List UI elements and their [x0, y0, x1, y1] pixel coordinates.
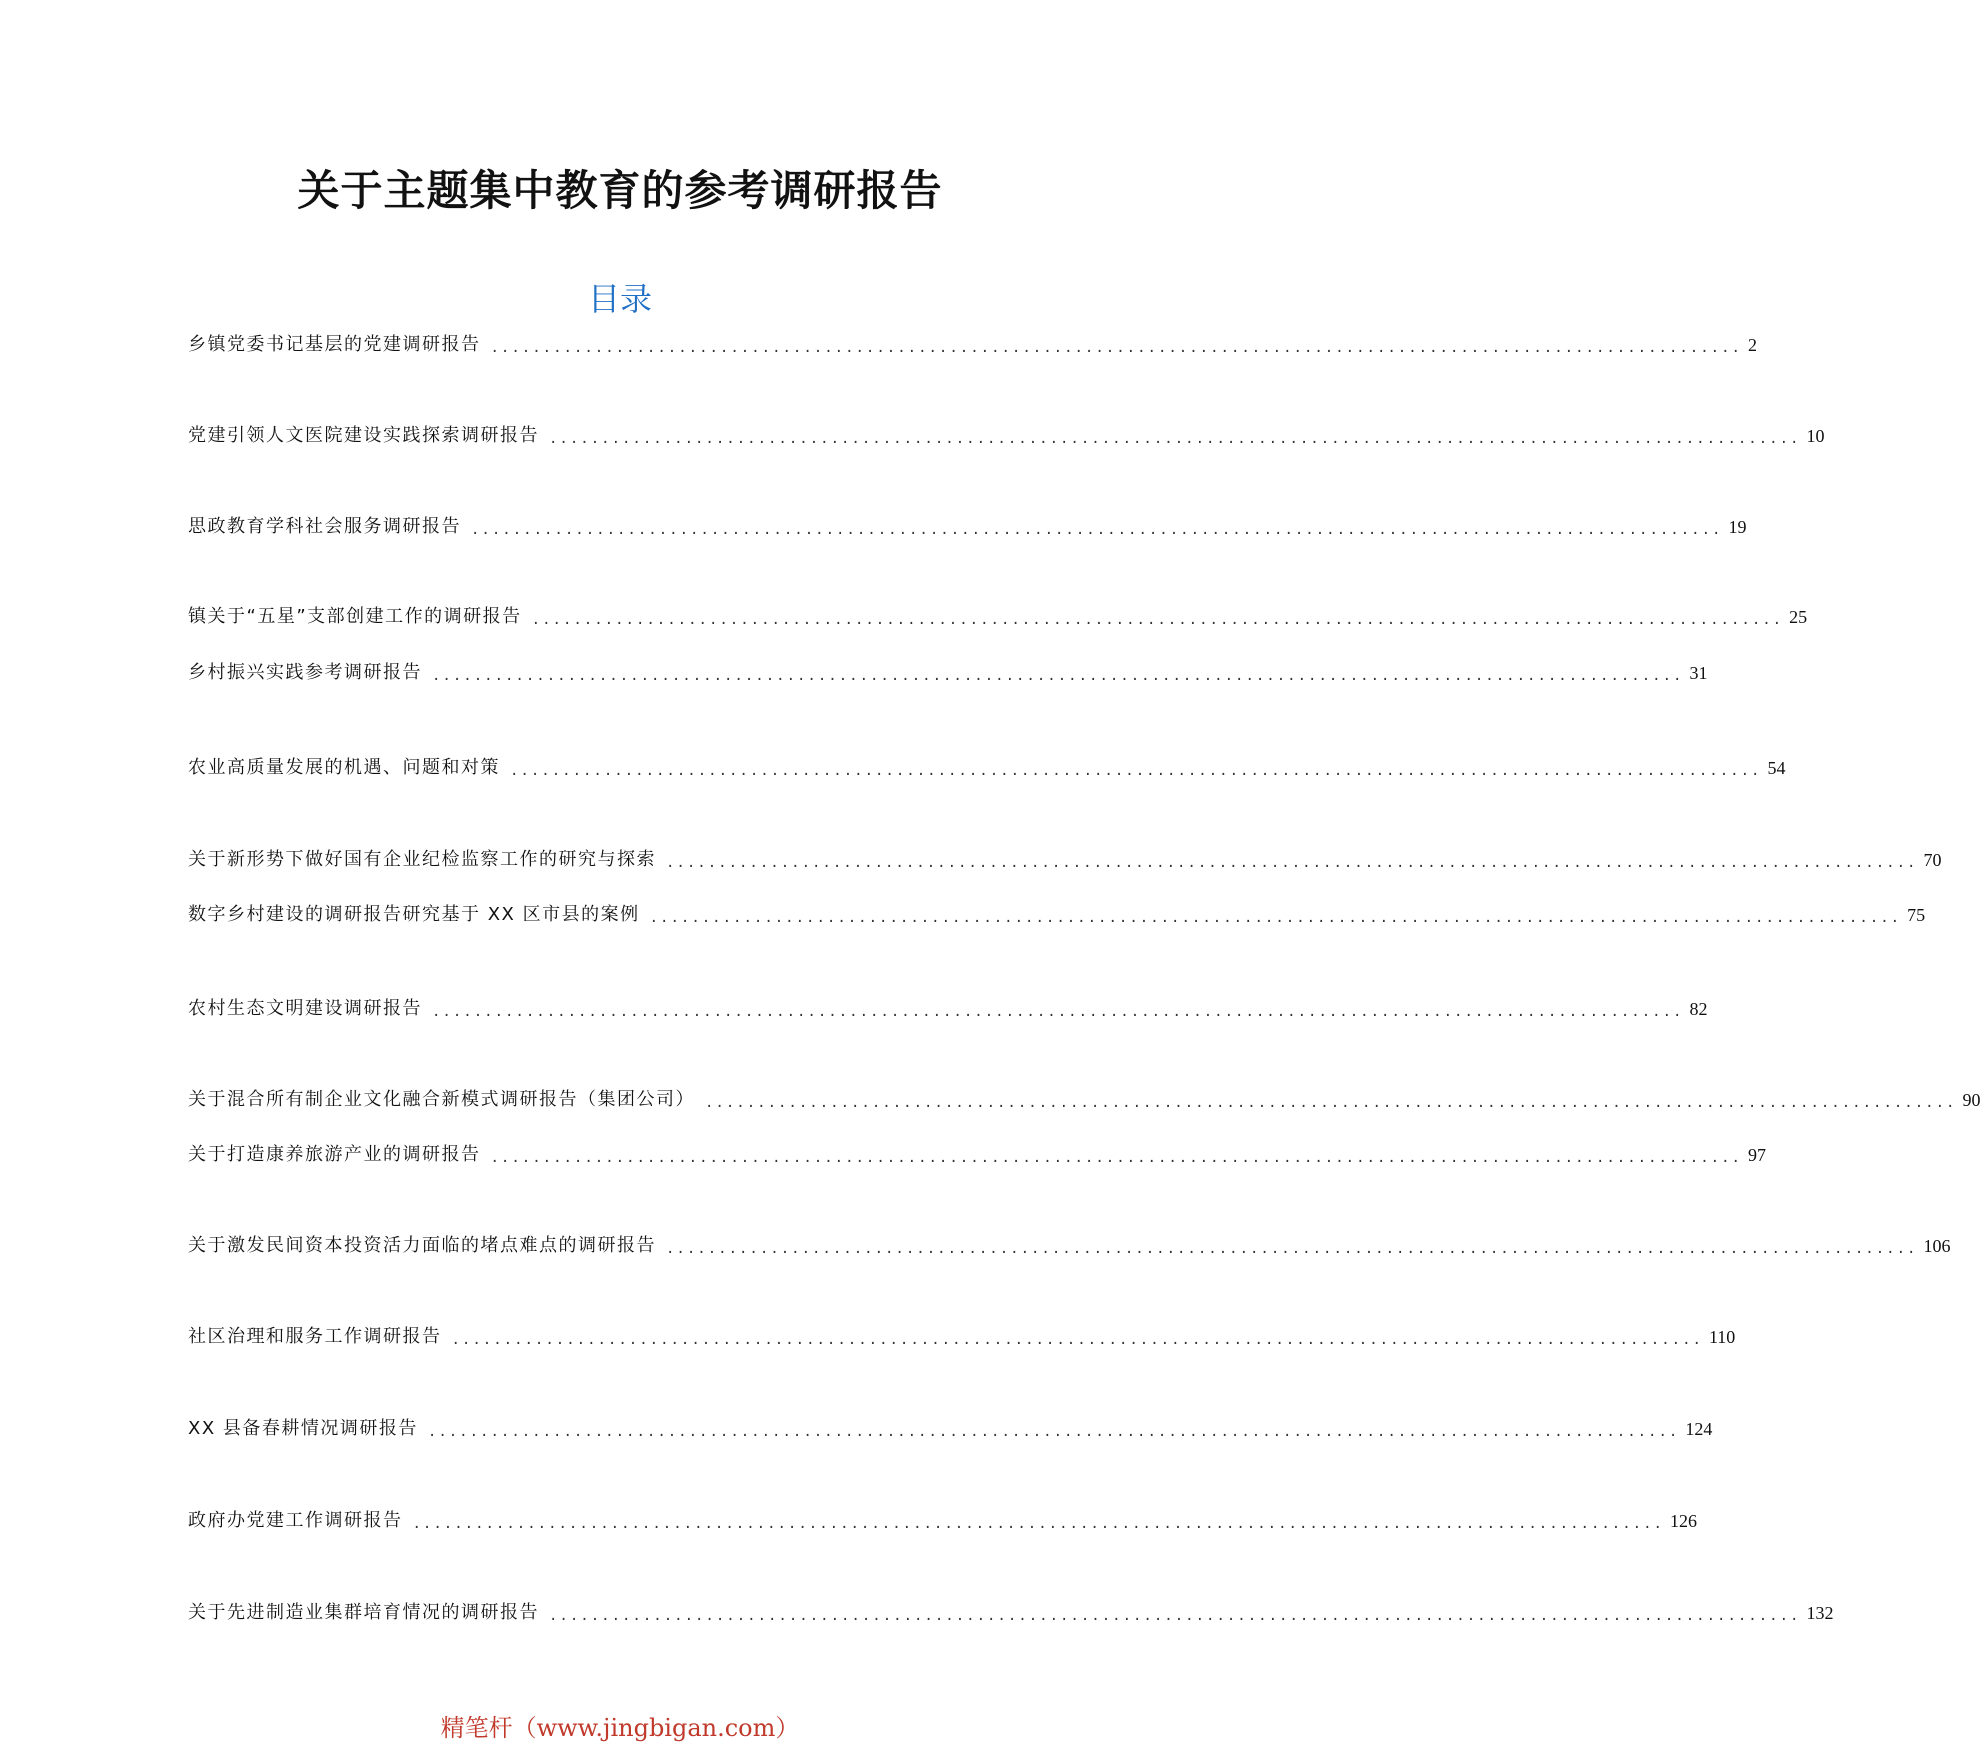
toc-dot-leader: ........................................................................................................................ [490, 340, 1742, 356]
toc-entry-page: 110 [1708, 1327, 1736, 1347]
toc-entry-page: 82 [1689, 999, 1708, 1019]
toc-entry-page: 75 [1907, 905, 1926, 925]
toc-entry-page: 54 [1767, 758, 1786, 778]
toc-dot-leader: ........................................................................................................................ [666, 855, 1918, 871]
toc-entry-title: 社区治理和服务工作调研报告 [188, 1326, 442, 1347]
toc-entry-page: 97 [1747, 1145, 1766, 1165]
toc-entry-title: 关于打造康养旅游产业的调研报告 [188, 1144, 481, 1165]
toc-entry-title: 农村生态文明建设调研报告 [188, 998, 422, 1019]
toc-entry[interactable] [188, 900, 1926, 930]
toc-dot-leader: ........................................................................................................................ [649, 910, 1902, 926]
toc-entry[interactable] [188, 994, 1708, 1024]
toc-entry-page: 132 [1806, 1603, 1834, 1623]
toc-entry-page: 2 [1747, 335, 1757, 355]
toc-entry-title: 乡村振兴实践参考调研报告 [188, 662, 422, 683]
toc-entry-page: 10 [1806, 426, 1825, 446]
toc-entry[interactable] [188, 512, 1747, 542]
toc-entry[interactable] [188, 753, 1786, 783]
toc-entry-title: XX 县备春耕情况调研报告 [188, 1418, 418, 1439]
toc-entry-page: 70 [1923, 850, 1942, 870]
toc-dot-leader: ........................................................................................................................ [412, 1516, 1664, 1532]
toc-entry[interactable] [188, 845, 1942, 875]
toc-dot-leader: ........................................................................................................................ [471, 522, 1723, 538]
toc-dot-leader: ........................................................................................................................ [490, 1150, 1742, 1166]
toc-entry-page: 90 [1962, 1090, 1980, 1110]
toc-dot-leader: ........................................................................................................................ [705, 1095, 1957, 1111]
toc-entry-page: 25 [1789, 607, 1808, 627]
toc-entry-title: 乡镇党委书记基层的党建调研报告 [188, 334, 481, 355]
toc-entry[interactable] [188, 1414, 1713, 1444]
toc-entry-page: 106 [1923, 1236, 1951, 1256]
toc-heading: 目录 [587, 280, 652, 318]
toc-entry-title: 关于激发民间资本投资活力面临的堵点难点的调研报告 [188, 1235, 656, 1256]
toc-entry-title: 数字乡村建设的调研报告研究基于 XX 区市县的案例 [188, 904, 640, 925]
toc-entry-page: 19 [1728, 517, 1747, 537]
toc-dot-leader: ........................................................................................................................ [549, 431, 1801, 447]
toc-entry-page: 126 [1669, 1511, 1697, 1531]
toc-entry[interactable] [188, 1322, 1736, 1352]
toc-entry-title: 镇关于“五星”支部创建工作的调研报告 [188, 606, 522, 627]
toc-entry-page: 124 [1685, 1419, 1713, 1439]
toc-dot-leader: ........................................................................................................................ [549, 1608, 1801, 1624]
toc-entry-page: 31 [1689, 663, 1708, 683]
toc-entry[interactable] [188, 1598, 1834, 1628]
toc-entry-title: 思政教育学科社会服务调研报告 [188, 516, 461, 537]
toc-entry[interactable] [188, 1231, 1951, 1261]
toc-entry-title: 党建引领人文医院建设实践探索调研报告 [188, 425, 539, 446]
toc-entry[interactable] [188, 1140, 1766, 1170]
toc-dot-leader: ........................................................................................................................ [666, 1241, 1918, 1257]
toc-dot-leader: ........................................................................................................................ [531, 612, 1784, 628]
toc-entry[interactable] [188, 1085, 1980, 1115]
toc-entry[interactable] [188, 421, 1825, 451]
toc-entry[interactable] [188, 658, 1708, 688]
toc-entry-title: 农业高质量发展的机遇、问题和对策 [188, 757, 500, 778]
toc-entry[interactable] [188, 330, 1757, 360]
toc-dot-leader: ........................................................................................................................ [432, 668, 1684, 684]
toc-entry-title: 关于先进制造业集群培育情况的调研报告 [188, 1602, 539, 1623]
toc-entry-title: 政府办党建工作调研报告 [188, 1510, 403, 1531]
toc-entry[interactable] [188, 1506, 1697, 1536]
document-title: 关于主题集中教育的参考调研报告 [297, 166, 943, 215]
toc-entry-title: 关于新形势下做好国有企业纪检监察工作的研究与探索 [188, 849, 656, 870]
toc-dot-leader: ........................................................................................................................ [451, 1332, 1703, 1348]
toc-entry-title: 关于混合所有制企业文化融合新模式调研报告（集团公司） [188, 1089, 695, 1110]
toc-dot-leader: ........................................................................................................................ [510, 763, 1762, 779]
toc-entry[interactable] [188, 602, 1808, 632]
toc-dot-leader: ........................................................................................................................ [427, 1424, 1680, 1440]
toc-dot-leader: ........................................................................................................................ [432, 1004, 1684, 1020]
site-watermark: 精笔杆（www.jingbigan.com） [440, 1714, 800, 1742]
